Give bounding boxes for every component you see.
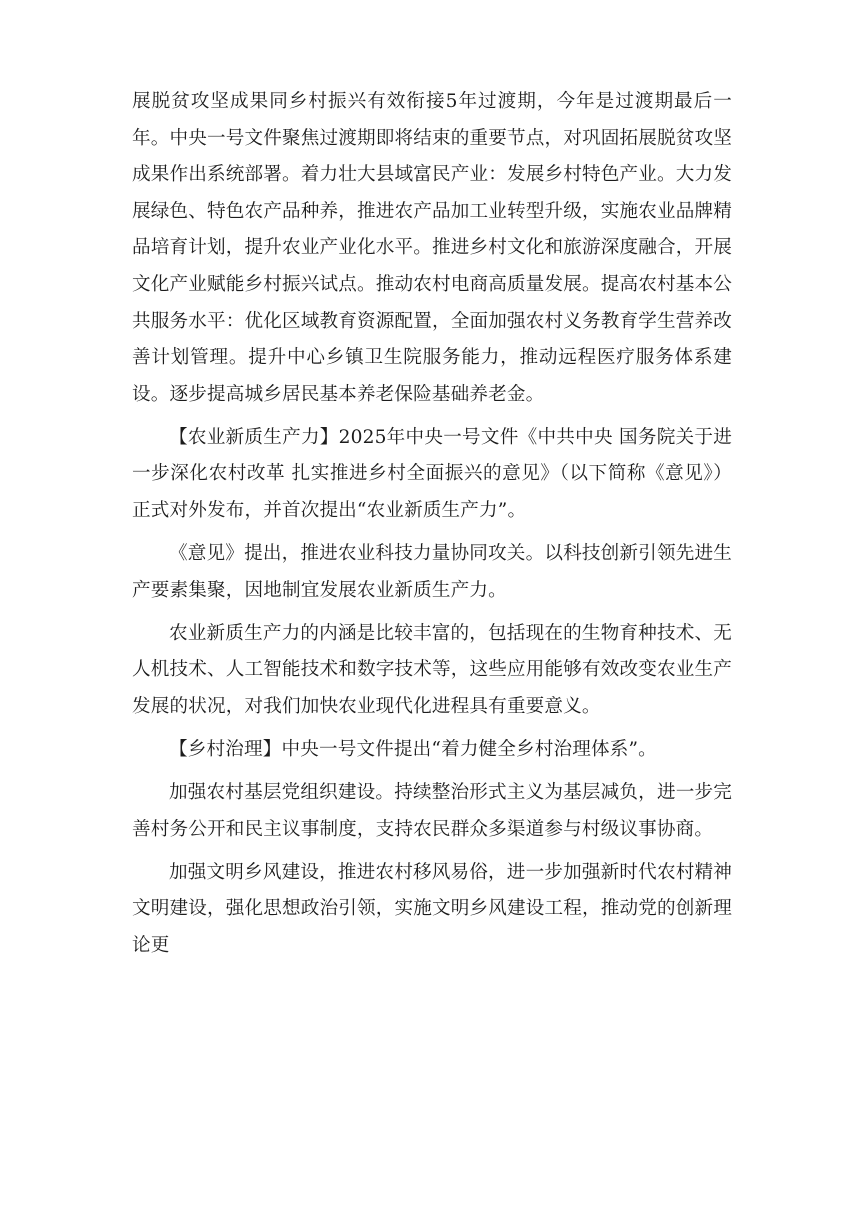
- paragraph-civilization: 加强文明乡风建设，推进农村移风易俗，进一步加强新时代农村精神文明建设，强化思想政治引领，实施文明乡风建设工程，推动党的创新理论更: [132, 861, 732, 957]
- paragraph-continuation: 展脱贫攻坚成果同乡村振兴有效衔接5年过渡期，今年是过渡期最后一年。中央一号文件聚焦过渡期即将结束的重要节点，对巩固拓展脱贫攻坚成果作出系统部署。着力壮大县域富民产业：发展乡村特色产业。大力发展绿色、特色农产品种养，推进农产品加工业转型升级，实施农业品牌精品培育计划，提升农业产业化水平。推进乡村文化和旅游深度融合，开展文化产业赋能乡村振兴试点。推动农村电商高质量发展。提高农村基本公共服务水平：优化区域教育资源配置，全面加强农村义务教育学生营养改善计划管理。提升中心乡镇卫生院服务能力，推动远程医疗服务体系建设。逐步提高城乡居民基本养老保险基础养老金。: [132, 91, 732, 405]
- paragraph-opinion-tech: 《意见》提出，推进农业科技力量协同攻关。以科技创新引领先进生产要素集聚，因地制宜发展农业新质生产力。: [132, 543, 732, 601]
- paragraph-party-building: 加强农村基层党组织建设。持续整治形式主义为基层减负，进一步完善村务公开和民主议事制度，支持农民群众多渠道参与村级议事协商。: [132, 782, 732, 840]
- paragraph-agri-productivity: 【农业新质生产力】2025年中央一号文件《中共中央 国务院关于进一步深化农村改革 扎实推进乡村全面振兴的意见》（以下简称《意见》）正式对外发布，并首次提出“农业新质生产力”。: [132, 426, 732, 522]
- document-body: [132, 84, 732, 971]
- paragraph-productivity-meaning: 农业新质生产力的内涵是比较丰富的，包括现在的生物育种技术、无人机技术、人工智能技术和数字技术等，这些应用能够有效改变农业生产发展的状况，对我们加快农业现代化进程具有重要意义。: [132, 622, 732, 717]
- paragraph-rural-governance: 【乡村治理】中央一号文件提出“着力健全乡村治理体系”。: [169, 739, 657, 761]
